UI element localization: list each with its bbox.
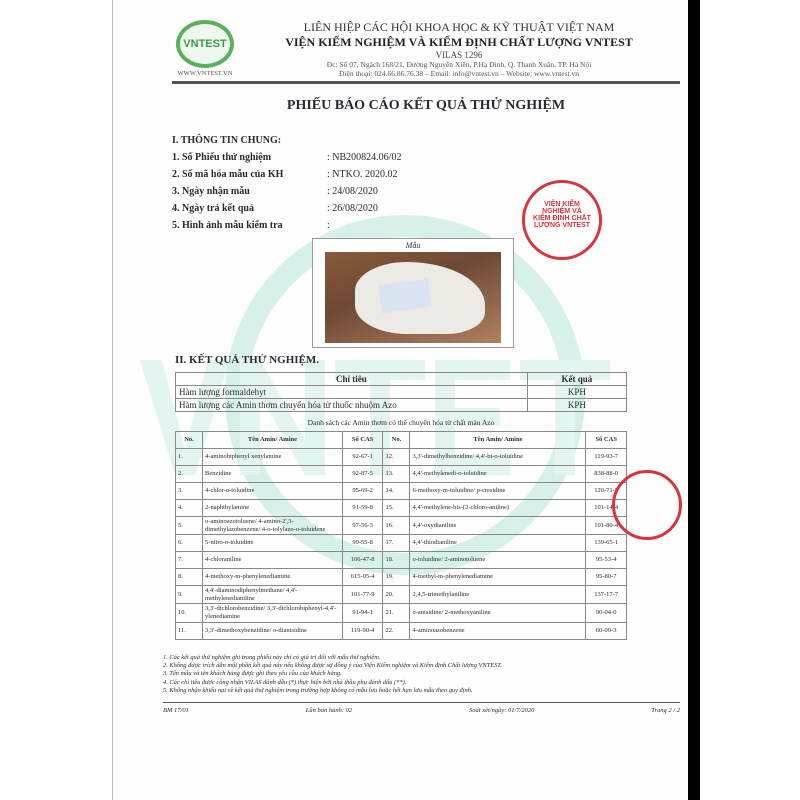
table-row	[176, 483, 627, 500]
info-label: 1. Số Phiếu thử nghiệm	[172, 152, 272, 163]
amine-cell: 101-14-4	[586, 500, 627, 517]
amine-cell: 95-53-4	[586, 552, 627, 569]
amine-column-header: Số CAS	[586, 432, 627, 449]
amine-cell: o-anisidine/ 2-methoxyaniline	[410, 604, 586, 622]
amine-cell: 4-methyl-m-phenylenediamine	[410, 569, 586, 586]
amine-cell: 137-17-7	[586, 586, 627, 604]
amine-cell: 95-69-2	[342, 483, 383, 500]
amine-cell: 95-80-7	[586, 569, 627, 586]
note: 2. Không được trích dẫn một phần kết quả này nếu không được sự đồng ý của Viện Kiểm nghiệm và Kiểm định Chất lượng VNTEST.	[163, 661, 502, 669]
table-row	[176, 500, 627, 517]
amine-cell: 119-93-7	[586, 449, 627, 466]
amine-cell: 22.	[383, 622, 410, 639]
general-heading: I. THÔNG TIN CHUNG:	[172, 135, 282, 146]
amine-cell: 1.	[176, 449, 203, 466]
amine-cell: 106-47-8	[342, 552, 383, 569]
page-number: Trang 2 / 2	[651, 706, 680, 714]
amine-cell: 90-04-0	[586, 604, 627, 622]
table-row	[176, 449, 627, 466]
amine-cell: 9.	[176, 586, 203, 604]
footer-rule	[163, 702, 680, 703]
amine-cell: Benzidine	[203, 466, 343, 483]
amine-cell: 101-77-9	[342, 586, 383, 604]
vntest-logo: VNTEST	[176, 20, 234, 68]
address: Đc: Số 07, Ngách 168/21, Đường Nguyễn Xiển, P.Hạ Đình, Q. Thanh Xuân, TP. Hà Nội	[326, 60, 592, 69]
amine-cell: 7.	[176, 552, 203, 569]
info-label: 3. Ngày nhận mẫu	[172, 186, 250, 197]
logo-block	[172, 20, 238, 77]
table-row	[176, 569, 627, 586]
amine-cell: 4,4'-thiodianiline	[410, 535, 586, 552]
col-result: Kết quả	[527, 373, 626, 386]
amine-cell: 92-87-5	[342, 466, 383, 483]
logo-url: WWW.VNTEST.VN	[177, 70, 233, 77]
report-body	[163, 20, 680, 714]
amine-column-header: Tên Amin/ Amine	[203, 432, 343, 449]
official-stamp: VIỆN KIỂM NGHIỆM VÀ KIỂM ĐỊNH CHẤT LƯỢNG VNTEST	[522, 180, 602, 260]
amine-cell: 101-80-4	[586, 517, 627, 535]
info-value: : NB200824.06/02	[327, 152, 402, 163]
amine-cell: 5-nitro-o-toluidine	[203, 535, 343, 552]
org-name: LIÊN HIỆP CÁC HỘI KHOA HỌC & KỸ THUẬT VIỆT NAM	[303, 20, 615, 34]
institute-name: VIỆN KIỂM NGHIỆM VÀ KIỂM ĐỊNH CHẤT LƯỢNG VNTEST	[285, 35, 633, 49]
letterhead-text	[238, 20, 680, 78]
amine-cell: 16.	[383, 517, 410, 535]
amine-cell: 2,4,5-trimethylaniline	[410, 586, 586, 604]
amine-list-caption: Danh sách các Amin thơm có thể chuyển hóa từ chất màu Azo	[307, 418, 495, 427]
amine-cell: 4-aminobiphenyl xenylamine	[203, 449, 343, 466]
footer	[163, 707, 680, 714]
header-rule	[172, 81, 680, 84]
table-row	[176, 399, 627, 412]
amine-cell: 4,4'-methylene-bis-(2-chloro-aniline)	[410, 500, 586, 517]
amine-cell: 13.	[383, 466, 410, 483]
amine-cell: 3,3'-dimethoxybenzidine/ o-dianisidine	[203, 622, 343, 639]
amine-cell: 3.	[176, 483, 203, 500]
contact: Điện thoại: 024.66.86.76.38 – Email: info@vntest.vn – Website: www.vntest.vn	[338, 69, 580, 78]
amine-table	[175, 431, 627, 640]
col-criterion: Chỉ tiêu	[176, 373, 528, 386]
vilas-code: VILAS 1296	[435, 50, 483, 60]
amine-cell: 4,4'-methylenedi-o-toluidine	[410, 466, 586, 483]
note: 1. Các kết quả thử nghiệm ghi trong phiếu này chỉ có giá trị đối với mẫu thử nghiệm.	[163, 653, 381, 661]
note: 4. Các chỉ tiêu được công nhận VILAS đánh dấu (*) thực hiện bởi nhà thầu phụ đánh dấu (**).	[163, 678, 407, 686]
amine-cell: 4,4'-oxydianiline	[410, 517, 586, 535]
amine-column-header: No.	[176, 432, 203, 449]
table-row	[176, 586, 627, 604]
info-value: : NTKO. 2020.02	[327, 169, 398, 180]
amine-cell: 14.	[383, 483, 410, 500]
info-label: 4. Ngày trả kết quả	[172, 203, 254, 214]
amine-cell: 2-naphthylamine	[203, 500, 343, 517]
table-row	[176, 622, 627, 639]
criterion: Hàm lượng các Amin thơm chuyển hóa từ thuốc nhuộm Azo	[176, 399, 528, 412]
info-label: 2. Số mã hóa mẫu của KH	[172, 169, 284, 180]
amine-cell: 60-09-3	[586, 622, 627, 639]
amine-cell: 139-65-1	[586, 535, 627, 552]
amine-cell: 92-67-1	[342, 449, 383, 466]
sample-photo	[325, 252, 501, 343]
amine-cell: 4-aminoazobenzene	[410, 622, 586, 639]
amine-cell: 12.	[383, 449, 410, 466]
table-row	[176, 466, 627, 483]
criterion: Hàm lượng formaldehyt	[176, 386, 528, 399]
amine-cell: 119-90-4	[342, 622, 383, 639]
amine-cell: 6.	[176, 535, 203, 552]
table-row	[176, 517, 627, 535]
amine-cell: 4-chlor-o-toluidine	[203, 483, 343, 500]
amine-cell: 10.	[176, 604, 203, 622]
amine-cell: 11.	[176, 622, 203, 639]
form-code: BM 17/01	[163, 706, 189, 714]
amine-column-header: Tên Amin/ Amine	[410, 432, 586, 449]
result: KPH	[527, 386, 626, 399]
official-stamp-partial	[612, 470, 682, 540]
report-title: PHIẾU BÁO CÁO KẾT QUẢ THỬ NGHIỆM	[286, 98, 566, 113]
amine-cell: 15.	[383, 500, 410, 517]
amine-cell: 5.	[176, 517, 203, 535]
amine-cell: 17.	[383, 535, 410, 552]
notes	[163, 654, 680, 696]
table-row	[176, 552, 627, 569]
amine-cell: 8.	[176, 569, 203, 586]
info-value: : 24/08/2020	[327, 186, 378, 197]
info-value: : 26/08/2020	[327, 203, 378, 214]
amine-cell: 4,4'-diaminodiphenylmethane/ 4,4'-methylenedianiline	[203, 586, 343, 604]
amine-column-header: Số CAS	[342, 432, 383, 449]
amine-cell: 4.	[176, 500, 203, 517]
info-value: :	[327, 220, 330, 231]
amine-cell: 6-methoxy-m-toluidine/ p-cresidine	[410, 483, 586, 500]
amine-cell: 120-71-8	[586, 483, 627, 500]
amine-cell: 97-56-3	[342, 517, 383, 535]
scan-border	[688, 0, 700, 800]
results-table	[175, 372, 627, 412]
note: 3. Tên mẫu và tên khách hàng được ghi theo yêu cầu của khách hàng.	[163, 670, 342, 678]
amine-header-row	[176, 432, 627, 449]
amine-cell: 91-94-1	[342, 604, 383, 622]
amine-cell: 615-05-4	[342, 569, 383, 586]
table-row	[176, 386, 627, 399]
info-label: 5. Hình ảnh mẫu kiểm tra	[172, 220, 283, 231]
photo-caption: Mẫu	[405, 241, 421, 250]
results-heading: II. KẾT QUẢ THỬ NGHIỆM.	[175, 354, 320, 366]
table-row	[176, 604, 627, 622]
amine-cell: 3,3'-dichlorobenzidine/ 3,3'-dichlorobiphenyl-4,4'- ylenediamine	[203, 604, 343, 622]
letterhead	[172, 20, 680, 78]
general-section	[172, 132, 680, 348]
result: KPH	[527, 399, 626, 412]
amine-cell: 838-88-0	[586, 466, 627, 483]
amine-cell: 3,3'-dimethylbenzidine/ 4,4'-bi-o-toluidine	[410, 449, 586, 466]
general-info	[172, 149, 680, 234]
amine-cell: 4-methoxy-m-phenylenediamine	[203, 569, 343, 586]
amine-column-header: No.	[383, 432, 410, 449]
amine-cell: 91-59-8	[342, 500, 383, 517]
amine-cell: 99-55-8	[342, 535, 383, 552]
note: 5. Không nhận khiếu nại về kết quả thử nghiệm trong trường hợp không có mẫu lưu hoặc hết hạn lưu mẫu theo quy định.	[163, 687, 473, 695]
amine-cell: 20.	[383, 586, 410, 604]
amine-cell: 4-chloraniline	[203, 552, 343, 569]
amine-cell: 19.	[383, 569, 410, 586]
amine-cell: 18.	[383, 552, 410, 569]
sample-photo-frame	[312, 238, 514, 348]
amine-cell: o-aminoazotoluene/ 4-amino-2',3-dimethylazobenzene/ 4-o-tolylazo-o-toluidene	[203, 517, 343, 535]
table-row	[176, 535, 627, 552]
amine-cell: o-toluidine/ 2-aminotoluene	[410, 552, 586, 569]
amine-cell: 21.	[383, 604, 410, 622]
issue-number: Lần ban hành: 02	[305, 706, 353, 714]
amine-cell: 2.	[176, 466, 203, 483]
review-date: Soát xét/ngày: 01/7/2020	[469, 706, 535, 714]
